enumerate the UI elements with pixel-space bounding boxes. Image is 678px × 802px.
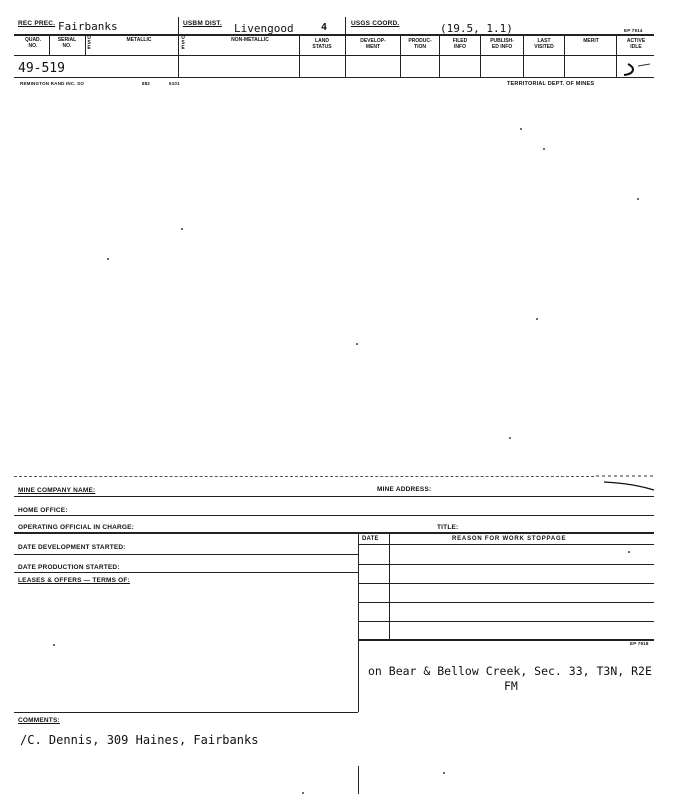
merit-label: MERIT: [583, 38, 599, 44]
production-label: PRODUC- TION: [408, 38, 432, 50]
usbm-dist-label: USBM DIST.: [183, 20, 222, 27]
location-line-2: FM: [504, 679, 518, 693]
footer-code-2: 5101: [169, 81, 180, 86]
operating-official-label: OPERATING OFFICIAL IN CHARGE:: [18, 524, 135, 531]
footer-right: TERRITORIAL DEPT. OF MINES: [507, 81, 595, 87]
footer-left: REMINGTON RAND INC. SO: [20, 81, 85, 86]
speck: [356, 343, 358, 345]
speck: [509, 437, 511, 439]
home-office-label: HOME OFFICE:: [18, 507, 68, 514]
speck: [181, 228, 183, 230]
comments-label: COMMENTS:: [18, 717, 60, 724]
development-label: DEVELOP- MENT: [360, 38, 386, 50]
speck: [107, 258, 109, 260]
speck: [628, 551, 630, 553]
usbm-dist-mark: 4: [321, 22, 328, 33]
speck: [543, 148, 545, 150]
use-a-label: U S E: [87, 35, 91, 51]
speck: [520, 128, 522, 130]
use-b-label: U S E: [181, 35, 185, 51]
footer-code-1: 882: [142, 81, 151, 86]
speck: [443, 772, 445, 774]
active-idle-label: ACTIVE IDLE: [626, 38, 646, 50]
rec-prec-label: REC PREC.: [18, 20, 56, 27]
form-number-bottom: EP 7918: [630, 641, 649, 646]
torn-edge-mark: [596, 474, 656, 494]
published-info-label: PUBLISH- ED INFO: [490, 38, 514, 50]
non-metallic-label: NON-METALLIC: [231, 37, 269, 43]
usgs-coord-value: (19.5, 1.1): [440, 22, 513, 35]
filed-info-label: FILED INFO: [452, 38, 468, 50]
comments-value: /C. Dennis, 309 Haines, Fairbanks: [20, 733, 259, 747]
land-status-label: LAND STATUS: [312, 38, 332, 50]
serial-value: 49-519: [18, 61, 65, 76]
metallic-label: METALLIC: [126, 37, 152, 43]
speck: [637, 198, 639, 200]
date-dev-label: DATE DEVELOPMENT STARTED:: [18, 544, 126, 551]
leases-label: LEASES & OFFERS — TERMS OF:: [18, 577, 130, 584]
speck: [302, 792, 304, 794]
quad-no-label: QUAD. NO.: [24, 37, 42, 49]
speck: [53, 644, 55, 646]
mine-company-label: MINE COMPANY NAME:: [18, 487, 96, 494]
rec-prec-value: Fairbanks: [58, 20, 118, 33]
reason-column-label: REASON FOR WORK STOPPAGE: [452, 536, 567, 542]
date-column-label: DATE: [362, 536, 379, 542]
location-line-1: on Bear & Bellow Creek, Sec. 33, T3N, R2E: [368, 664, 652, 678]
usgs-coord-label: USGS COORD.: [351, 20, 400, 27]
date-prod-label: DATE PRODUCTION STARTED:: [18, 564, 120, 571]
speck: [536, 318, 538, 320]
last-visited-label: LAST VISITED: [534, 38, 554, 50]
serial-no-label: SERIAL NO.: [57, 37, 77, 49]
mine-address-label: MINE ADDRESS:: [377, 486, 432, 493]
form-number-top: EP 7914: [624, 28, 643, 33]
active-check-mark: [622, 62, 652, 78]
title-label: TITLE:: [437, 524, 459, 531]
usbm-dist-value: Livengood: [234, 22, 294, 35]
